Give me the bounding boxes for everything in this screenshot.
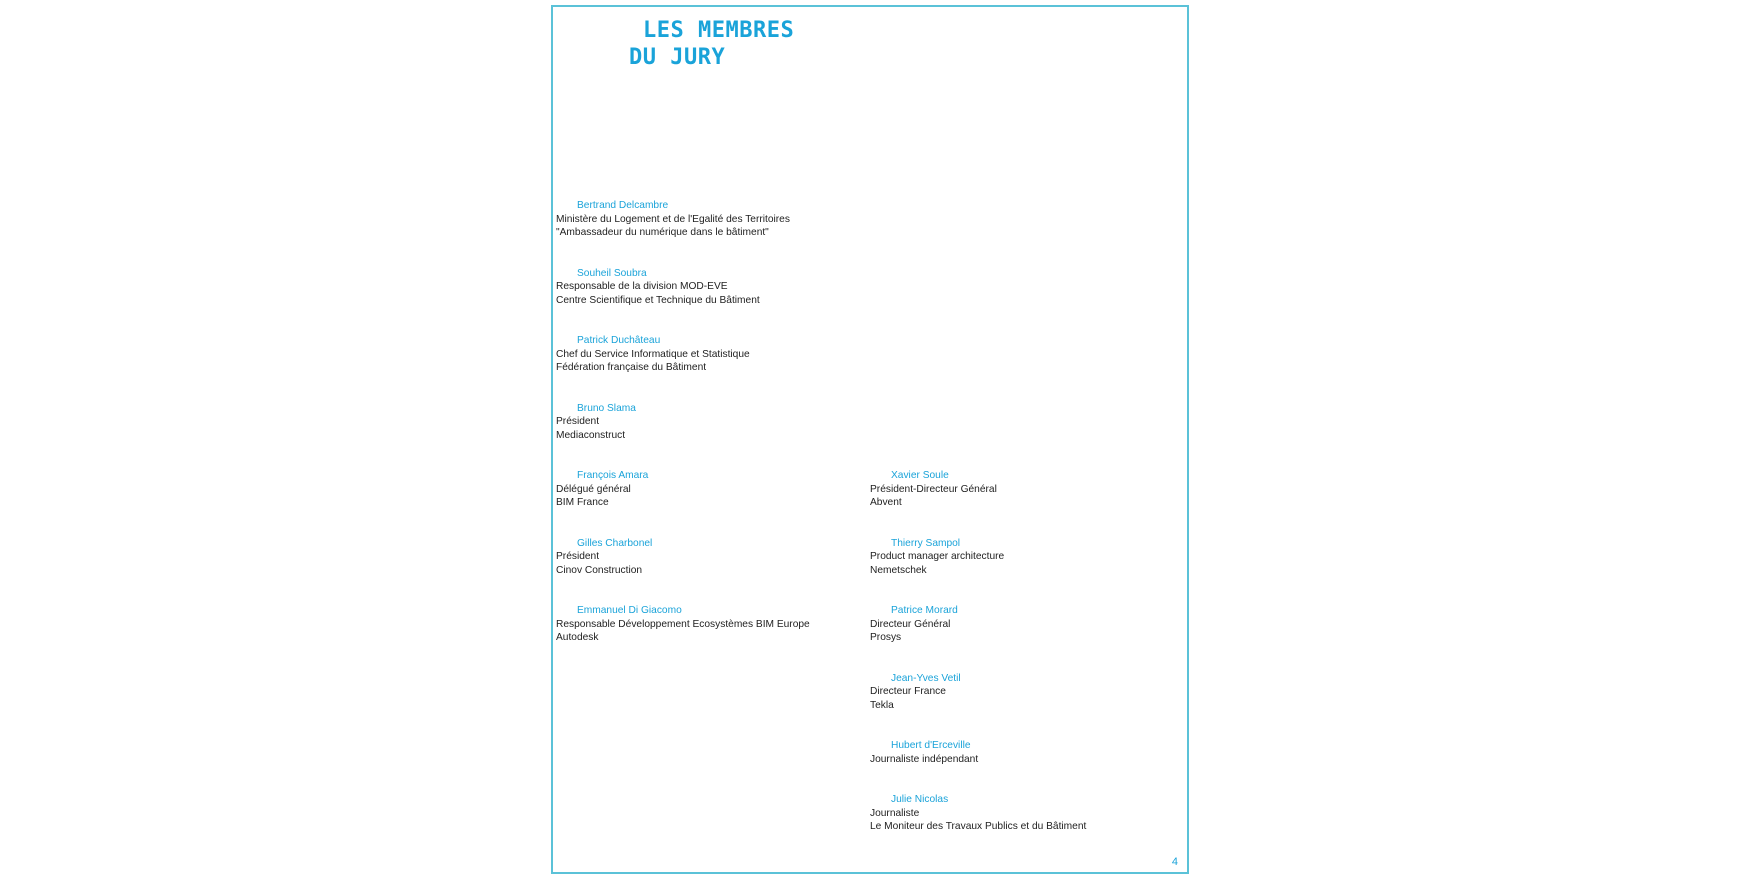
member-organization: Centre Scientifique et Technique du Bâtiment [556, 294, 760, 306]
jury-member [870, 739, 1170, 766]
member-role: Directeur Général [870, 618, 951, 630]
jury-member [556, 199, 856, 240]
member-organization: Cinov Construction [556, 564, 643, 576]
member-name: François Amara [577, 470, 649, 481]
member-role: Responsable de la division MOD-EVE [556, 281, 728, 292]
page-title [629, 17, 794, 71]
title-line-2: DU JURY [629, 45, 726, 70]
member-name: Emmanuel Di Giacomo [577, 605, 682, 616]
jury-member [556, 537, 856, 578]
member-name: Patrice Morard [891, 605, 958, 616]
member-role: Chef du Service Informatique et Statistique [556, 348, 750, 360]
member-organization: Mediaconstruct [556, 429, 626, 441]
member-organization: Fédération française du Bâtiment [556, 362, 707, 373]
member-name: Thierry Sampol [891, 537, 961, 549]
member-name: Souheil Soubra [577, 267, 647, 279]
jury-member [556, 469, 856, 510]
member-role: Product manager architecture [870, 551, 1005, 562]
jury-member [556, 334, 856, 375]
member-name: Jean-Yves Vetil [891, 672, 961, 684]
member-role: Délégué général [556, 483, 631, 495]
member-role: Président-Directeur Général [870, 483, 997, 495]
member-organization: Tekla [870, 699, 894, 711]
jury-member [556, 604, 856, 645]
jury-member [870, 537, 1170, 578]
member-role: Journaliste indépendant [870, 753, 979, 765]
member-name: Gilles Charbonel [577, 537, 653, 549]
member-role: Directeur France [870, 686, 946, 697]
document-page [551, 5, 1189, 874]
member-role: Président [556, 551, 600, 562]
member-name: Julie Nicolas [891, 794, 949, 805]
page-number: 4 [1171, 856, 1178, 868]
member-organization: "Ambassadeur du numérique dans le bâtiment" [556, 227, 769, 238]
jury-member [870, 604, 1170, 645]
jury-member [870, 793, 1170, 834]
jury-member [870, 672, 1170, 713]
member-organization: Prosys [870, 632, 902, 643]
title-line-1: LES MEMBRES [643, 18, 795, 43]
member-name: Xavier Soule [891, 470, 949, 481]
jury-member [556, 267, 856, 308]
member-organization: Abvent [870, 497, 902, 508]
member-name: Bruno Slama [577, 402, 636, 414]
member-role: Journaliste [870, 807, 920, 819]
member-name: Patrick Duchâteau [577, 335, 661, 346]
member-role: Responsable Développement Ecosystèmes BIM Europe [556, 618, 810, 630]
member-organization: BIM France [556, 497, 609, 508]
jury-member [870, 469, 1170, 510]
jury-list-right [870, 469, 1170, 861]
member-name: Hubert d'Erceville [891, 740, 971, 751]
member-role: Président [556, 416, 600, 427]
jury-list-left [556, 199, 856, 672]
jury-member [556, 402, 856, 443]
member-organization: Le Moniteur des Travaux Publics et du Bâtiment [870, 821, 1087, 832]
member-role: Ministère du Logement et de l'Egalité des Territoires [556, 213, 790, 225]
member-organization: Nemetschek [870, 564, 927, 576]
member-name: Bertrand Delcambre [577, 200, 669, 211]
member-organization: Autodesk [556, 632, 599, 643]
